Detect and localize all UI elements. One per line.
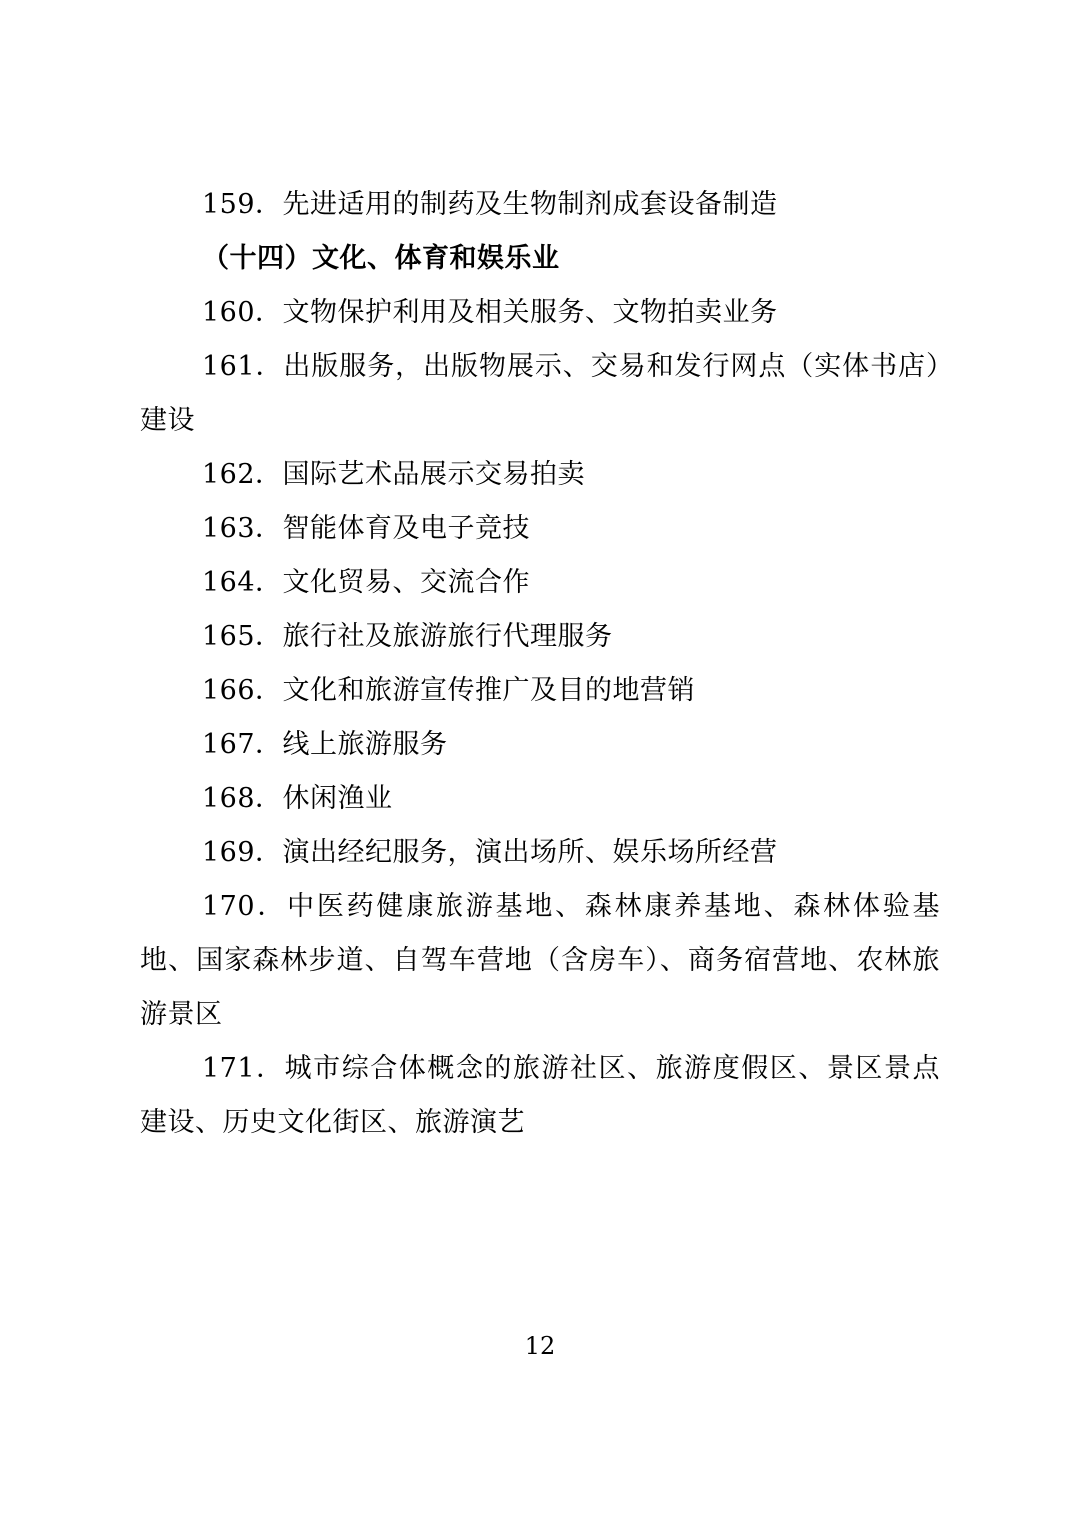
paragraph-item-168: 168．休闲渔业 [202,783,393,814]
paragraph-item-165: 165．旅行社及旅游旅行代理服务 [202,621,613,652]
document-body [140,178,940,1150]
paragraph-item-161: 161．出版服务，出版物展示、交易和发行网点（实体书店）建设 [140,351,940,436]
paragraph-item-167: 167．线上旅游服务 [202,729,448,760]
paragraph-item-159: 159．先进适用的制药及生物制剂成套设备制造 [202,189,778,220]
page-number: 12 [524,1332,556,1360]
paragraph-item-163: 163．智能体育及电子竞技 [202,513,531,544]
paragraph-item-170: 170．中医药健康旅游基地、森林康养基地、森林体验基地、国家森林步道、自驾车营地（含房车）、商务宿营地、农林旅游景区 [140,891,940,1030]
paragraph-item-166: 166．文化和旅游宣传推广及目的地营销 [202,675,696,706]
paragraph-item-171: 171．城市综合体概念的旅游社区、旅游度假区、景区景点建设、历史文化街区、旅游演艺 [140,1053,940,1138]
paragraph-item-160: 160．文物保护利用及相关服务、文物拍卖业务 [202,297,778,328]
paragraph-item-164: 164．文化贸易、交流合作 [202,567,531,598]
paragraph-item-162: 162．国际艺术品展示交易拍卖 [202,459,586,490]
paragraph-item-169: 169．演出经纪服务，演出场所、娱乐场所经营 [202,837,778,868]
paragraph-section-14: （十四）文化、体育和娱乐业 [202,243,560,274]
